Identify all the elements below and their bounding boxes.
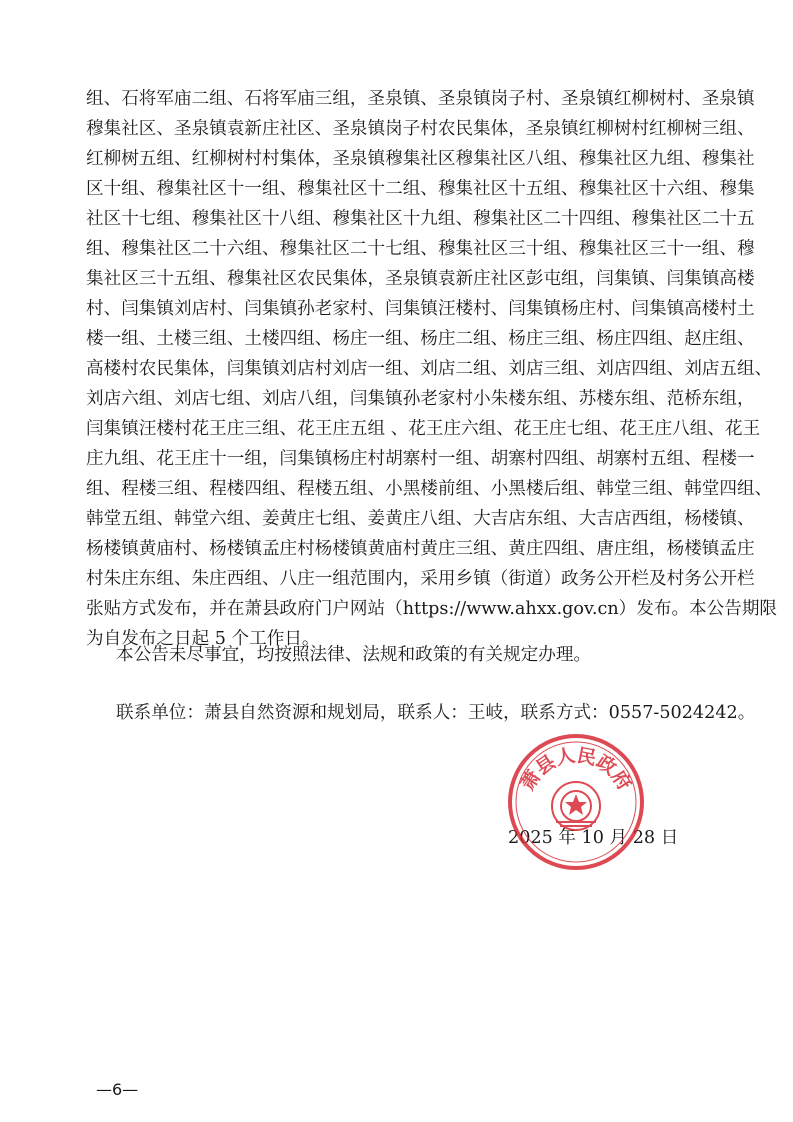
body-line: 区十组、穆集社区十一组、穆集社区十二组、穆集社区十五组、穆集社区十六组、穆集: [86, 179, 755, 199]
contact-info: 联系单位：萧县自然资源和规划局，联系人：王岐，联系方式：0557-5024242。: [116, 703, 756, 723]
body-line: 为自发布之日起 5 个工作日。: [86, 629, 320, 649]
issue-date: 2025 年 10 月 28 日: [508, 828, 679, 848]
seal-text: 萧县人民政府: [516, 744, 636, 795]
body-line: 组、程楼三组、程楼四组、程楼五组、小黑楼前组、小黑楼后组、韩堂三组、韩堂四组、: [86, 479, 773, 499]
body-line: 组、穆集社区二十六组、穆集社区二十七组、穆集社区三十组、穆集社区三十一组、穆: [86, 239, 755, 259]
body-line: 高楼村农民集体，闫集镇刘店村刘店一组、刘店二组、刘店三组、刘店四组、刘店五组、: [86, 359, 773, 379]
body-line: 村、闫集镇刘店村、闫集镇孙老家村、闫集镇汪楼村、闫集镇杨庄村、闫集镇高楼村土: [86, 299, 755, 319]
body-line: 刘店六组、刘店七组、刘店八组，闫集镇孙老家村小朱楼东组、苏楼东组、范桥东组，: [86, 389, 755, 409]
body-line: 组、石将军庙二组、石将军庙三组，圣泉镇、圣泉镇岗子村、圣泉镇红柳树村、圣泉镇: [86, 89, 755, 109]
body-line: 庄九组、花王庄十一组，闫集镇杨庄村胡寨村一组、胡寨村四组、胡寨村五组、程楼一: [86, 449, 755, 469]
body-line: 张贴方式发布，并在萧县政府门户网站（https://www.ahxx.gov.cn）发布。本公告期限: [86, 599, 778, 619]
body-line: 韩堂五组、韩堂六组、姜黄庄七组、姜黄庄八组、大吉店东组、大吉店西组，杨楼镇、: [86, 509, 755, 529]
body-line: 穆集社区、圣泉镇袁新庄社区、圣泉镇岗子村农民集体，圣泉镇红柳树村红柳树三组、: [86, 119, 755, 139]
body-line: 集社区三十五组、穆集社区农民集体，圣泉镇袁新庄社区彭屯组，闫集镇、闫集镇高楼: [86, 269, 755, 289]
official-seal-icon: [506, 732, 646, 872]
body-line: 村朱庄东组、朱庄西组、八庄一组范围内，采用乡镇（街道）政务公开栏及村务公开栏: [86, 569, 755, 589]
body-line: 闫集镇汪楼村花王庄三组、花王庄五组 、花王庄六组、花王庄七组、花王庄八组、花王: [86, 419, 761, 439]
page-number: —6—: [96, 1080, 139, 1099]
closing-paragraph: 本公告未尽事宜，均按照法律、法规和政策的有关规定办理。: [116, 645, 592, 665]
body-line: 社区十七组、穆集社区十八组、穆集社区十九组、穆集社区二十四组、穆集社区二十五: [86, 209, 755, 229]
body-line: 杨楼镇黄庙村、杨楼镇孟庄村杨楼镇黄庙村黄庄三组、黄庄四组、唐庄组，杨楼镇孟庄: [86, 539, 755, 559]
body-line: 红柳树五组、红柳树村村集体，圣泉镇穆集社区穆集社区八组、穆集社区九组、穆集社: [86, 149, 755, 169]
body-line: 楼一组、土楼三组、土楼四组、杨庄一组、杨庄二组、杨庄三组、杨庄四组、赵庄组、: [86, 329, 755, 349]
